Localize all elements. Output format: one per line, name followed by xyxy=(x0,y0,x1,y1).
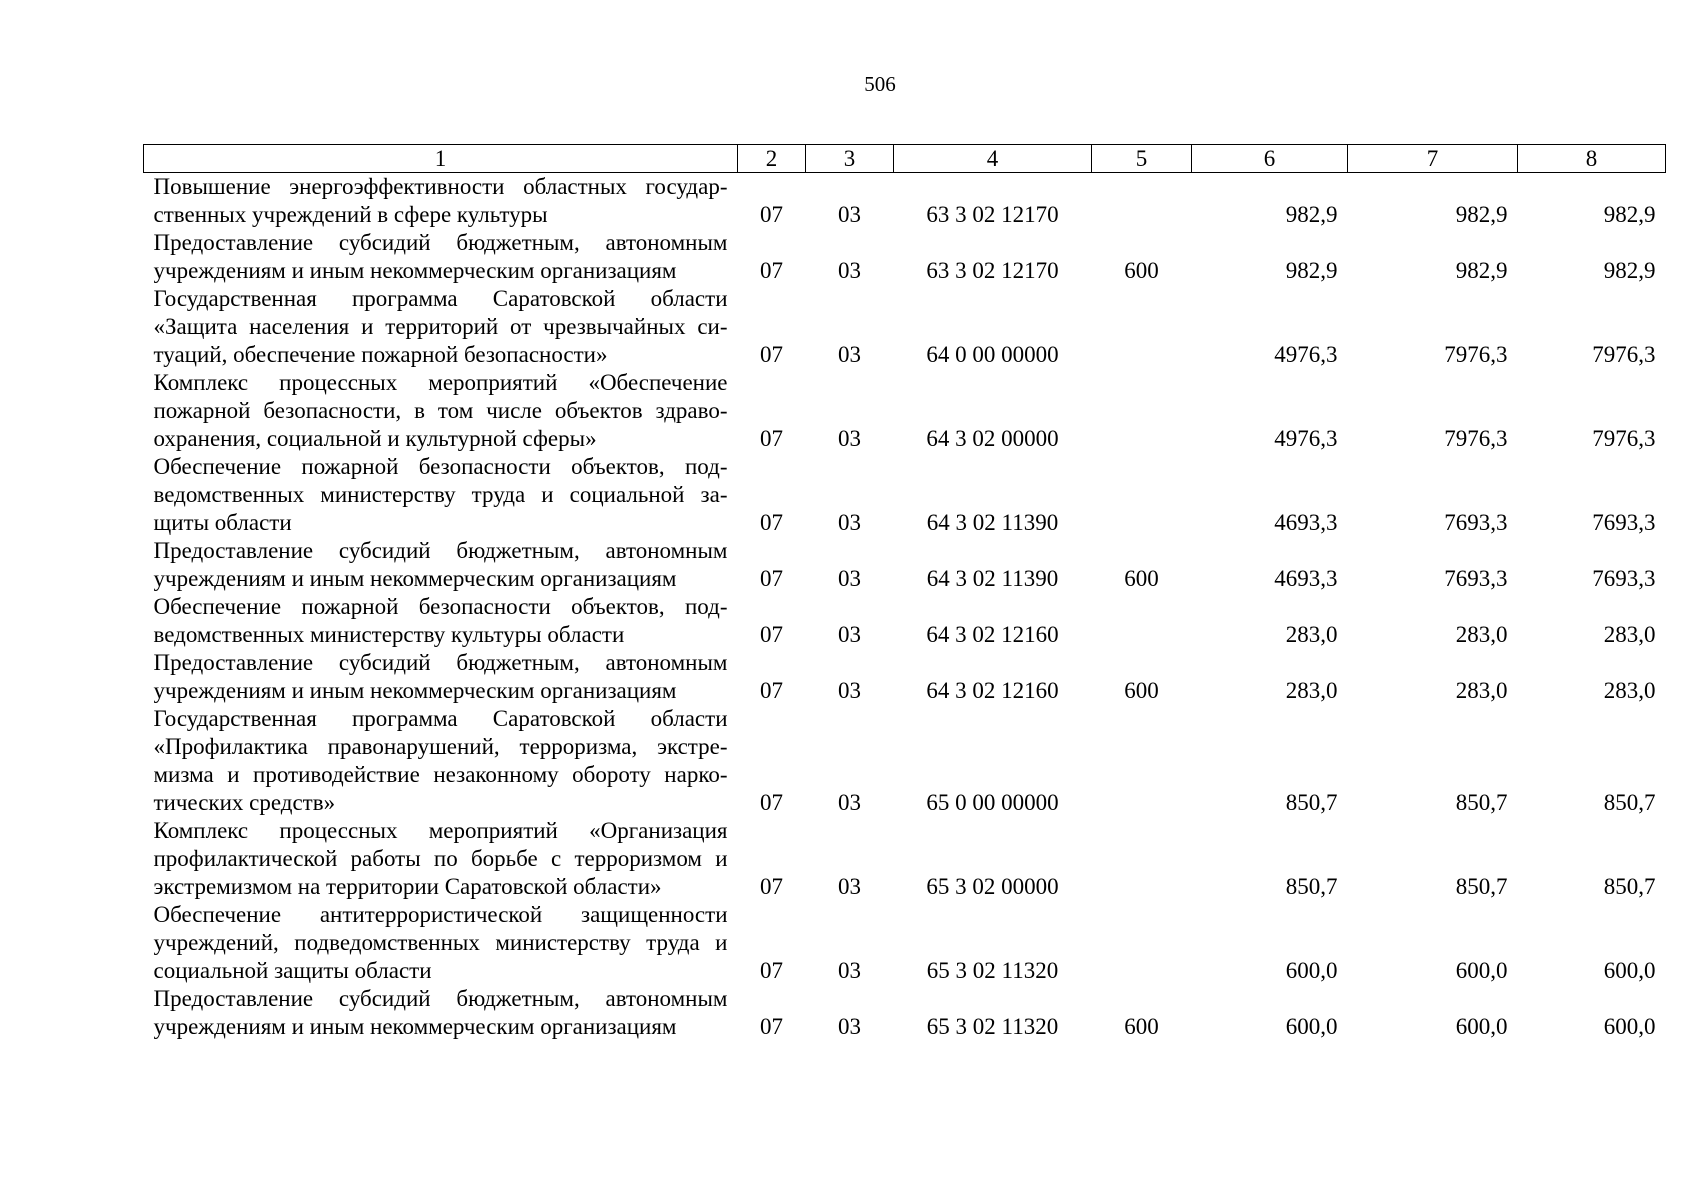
subsection-code: 03 xyxy=(838,874,861,899)
expense-type-code xyxy=(1092,901,1192,985)
amount-col-7: 982,9 xyxy=(1455,202,1508,227)
section-code: 07 xyxy=(760,622,783,647)
amount-col-7: 850,7 xyxy=(1455,874,1508,899)
amount-col-7: 283,0 xyxy=(1455,678,1508,703)
section-code: 07 xyxy=(760,958,783,983)
amount-col-8: 982,9 xyxy=(1603,258,1656,283)
section-code: 07 xyxy=(760,258,783,283)
section-code: 07 xyxy=(760,342,783,367)
target-article-code: 64 3 02 12160 xyxy=(926,622,1059,647)
subsection-code: 03 xyxy=(838,958,861,983)
amount-col-6: 600,0 xyxy=(1285,1014,1338,1039)
amount-col-8: 7693,3 xyxy=(1592,566,1656,591)
column-header-7: 7 xyxy=(1348,145,1518,173)
item-name: Предоставление субсидий бюджетным, автономным учреждениям и иным некоммерческим организациям xyxy=(153,650,728,703)
expense-type-code xyxy=(1092,593,1192,649)
target-article-code: 64 0 00 00000 xyxy=(926,342,1059,367)
table-row xyxy=(144,649,1666,705)
section-code: 07 xyxy=(760,426,783,451)
section-code: 07 xyxy=(760,1014,783,1039)
subsection-code: 03 xyxy=(838,1014,861,1039)
amount-col-6: 4693,3 xyxy=(1274,510,1338,535)
section-code: 07 xyxy=(760,874,783,899)
expense-type-code xyxy=(1092,173,1192,230)
subsection-code: 03 xyxy=(838,510,861,535)
amount-col-7: 982,9 xyxy=(1455,258,1508,283)
item-name: Обеспечение пожарной безопасности объектов, под-ведомственных министерству труда и социальной за-щиты области xyxy=(153,454,728,535)
column-header-6: 6 xyxy=(1192,145,1348,173)
expense-type-code: 600 xyxy=(1124,566,1159,591)
section-code: 07 xyxy=(760,566,783,591)
target-article-code: 64 3 02 11390 xyxy=(926,566,1059,591)
target-article-code: 64 3 02 12160 xyxy=(926,678,1059,703)
target-article-code: 63 3 02 12170 xyxy=(926,258,1059,283)
amount-col-8: 850,7 xyxy=(1603,874,1656,899)
table-row xyxy=(144,285,1666,369)
target-article-code: 65 3 02 00000 xyxy=(926,874,1059,899)
subsection-code: 03 xyxy=(838,566,861,591)
amount-col-6: 982,9 xyxy=(1285,258,1338,283)
amount-col-8: 283,0 xyxy=(1603,622,1656,647)
table-row xyxy=(144,817,1666,901)
subsection-code: 03 xyxy=(838,622,861,647)
table-row xyxy=(144,453,1666,537)
expense-type-code: 600 xyxy=(1124,678,1159,703)
target-article-code: 64 3 02 11390 xyxy=(926,510,1059,535)
expense-type-code xyxy=(1092,369,1192,453)
table-row xyxy=(144,901,1666,985)
column-header-8: 8 xyxy=(1518,145,1666,173)
table-row xyxy=(144,229,1666,285)
column-header-5: 5 xyxy=(1092,145,1192,173)
subsection-code: 03 xyxy=(838,342,861,367)
item-name: Государственная программа Саратовской области «Защита населения и территорий от чрезвычайных си-туаций, обеспечение пожарной безопасности» xyxy=(153,286,728,367)
item-name: Комплекс процессных мероприятий «Организация профилактической работы по борьбе с терроризмом и экстремизмом на территории Саратовской области» xyxy=(153,818,728,899)
subsection-code: 03 xyxy=(838,790,861,815)
section-code: 07 xyxy=(760,790,783,815)
budget-table xyxy=(143,144,1666,1041)
table-row xyxy=(144,369,1666,453)
amount-col-7: 7693,3 xyxy=(1444,566,1508,591)
column-header-4: 4 xyxy=(894,145,1092,173)
amount-col-8: 283,0 xyxy=(1603,678,1656,703)
target-article-code: 65 3 02 11320 xyxy=(926,958,1059,983)
amount-col-7: 7976,3 xyxy=(1444,342,1508,367)
page-number: 506 xyxy=(864,72,896,96)
amount-col-7: 850,7 xyxy=(1455,790,1508,815)
amount-col-8: 600,0 xyxy=(1603,958,1656,983)
item-name: Предоставление субсидий бюджетным, автономным учреждениям и иным некоммерческим организациям xyxy=(153,986,728,1039)
target-article-code: 64 3 02 00000 xyxy=(926,426,1059,451)
amount-col-8: 982,9 xyxy=(1603,202,1656,227)
amount-col-8: 7976,3 xyxy=(1592,426,1656,451)
expense-type-code xyxy=(1092,285,1192,369)
section-code: 07 xyxy=(760,510,783,535)
expense-type-code xyxy=(1092,817,1192,901)
amount-col-8: 7693,3 xyxy=(1592,510,1656,535)
amount-col-6: 4976,3 xyxy=(1274,342,1338,367)
amount-col-8: 850,7 xyxy=(1603,790,1656,815)
amount-col-6: 4693,3 xyxy=(1274,566,1338,591)
subsection-code: 03 xyxy=(838,202,861,227)
item-name: Предоставление субсидий бюджетным, автономным учреждениям и иным некоммерческим организациям xyxy=(153,230,728,283)
table-row xyxy=(144,173,1666,230)
amount-col-6: 850,7 xyxy=(1285,790,1338,815)
expense-type-code: 600 xyxy=(1124,1014,1159,1039)
target-article-code: 63 3 02 12170 xyxy=(926,202,1059,227)
expense-type-code xyxy=(1092,453,1192,537)
table-row xyxy=(144,593,1666,649)
amount-col-7: 600,0 xyxy=(1455,958,1508,983)
amount-col-7: 7693,3 xyxy=(1444,510,1508,535)
column-header-2: 2 xyxy=(738,145,806,173)
table-row xyxy=(144,985,1666,1041)
amount-col-7: 600,0 xyxy=(1455,1014,1508,1039)
subsection-code: 03 xyxy=(838,678,861,703)
amount-col-6: 850,7 xyxy=(1285,874,1338,899)
table-row xyxy=(144,705,1666,817)
target-article-code: 65 0 00 00000 xyxy=(926,790,1059,815)
amount-col-7: 283,0 xyxy=(1455,622,1508,647)
header-row xyxy=(144,145,1666,173)
target-article-code: 65 3 02 11320 xyxy=(926,1014,1059,1039)
expense-type-code xyxy=(1092,705,1192,817)
section-code: 07 xyxy=(760,678,783,703)
amount-col-6: 283,0 xyxy=(1285,622,1338,647)
item-name: Предоставление субсидий бюджетным, автономным учреждениям и иным некоммерческим организациям xyxy=(153,538,728,591)
amount-col-7: 7976,3 xyxy=(1444,426,1508,451)
amount-col-8: 600,0 xyxy=(1603,1014,1656,1039)
amount-col-8: 7976,3 xyxy=(1592,342,1656,367)
section-code: 07 xyxy=(760,202,783,227)
amount-col-6: 982,9 xyxy=(1285,202,1338,227)
amount-col-6: 4976,3 xyxy=(1274,426,1338,451)
table-header xyxy=(144,145,1666,173)
expense-type-code: 600 xyxy=(1124,258,1159,283)
item-name: Государственная программа Саратовской области «Профилактика правонарушений, терроризма, экстре-мизма и противодействие незаконному обороту нарко-тических средств» xyxy=(153,706,728,815)
table-row xyxy=(144,537,1666,593)
amount-col-6: 600,0 xyxy=(1285,958,1338,983)
item-name: Комплекс процессных мероприятий «Обеспечение пожарной безопасности, в том числе объектов здраво-охранения, социальной и культурной сферы» xyxy=(153,370,728,451)
item-name: Повышение энергоэффективности областных государ-ственных учреждений в сфере культуры xyxy=(153,174,728,227)
table-body xyxy=(144,173,1666,1042)
column-header-1: 1 xyxy=(144,145,738,173)
subsection-code: 03 xyxy=(838,258,861,283)
item-name: Обеспечение антитеррористической защищенности учреждений, подведомственных министерству труда и социальной защиты области xyxy=(153,902,728,983)
subsection-code: 03 xyxy=(838,426,861,451)
item-name: Обеспечение пожарной безопасности объектов, под-ведомственных министерству культуры области xyxy=(153,594,728,647)
amount-col-6: 283,0 xyxy=(1285,678,1338,703)
column-header-3: 3 xyxy=(806,145,894,173)
